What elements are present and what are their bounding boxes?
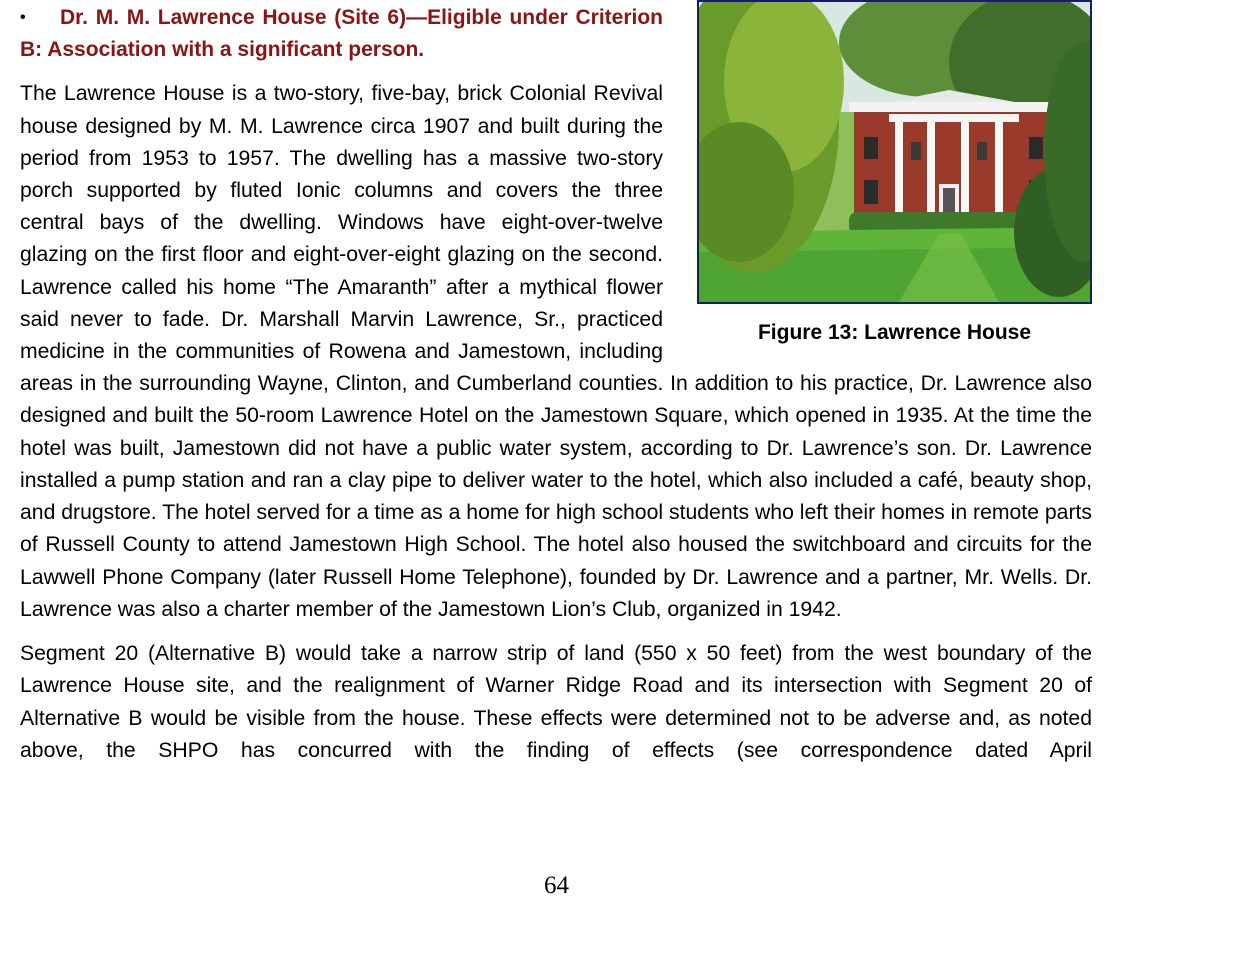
figure-lawrence-house <box>697 0 1092 345</box>
document-page <box>20 0 1092 768</box>
paragraph-lawrence-history: The Lawrence House is a two-story, five-bay, brick Colonial Revival house designed by M. M. Lawrence circa 1907 and built during the period from 1953 to 1957. The dwelling has a massive two-story porch supported by fluted Ionic columns and covers the three central bays of the dwelling. Windows have eight-over-twelve glazing on the first floor and eight-over-eight glazing on the second. Lawrence called his home “The Amaranth” after a mythical flower said never to fade. Dr. Marshall Marvin Lawrence, Sr., practiced medicine in the communities of Rowena and Jamestown, including areas in the surrounding Wayne, Clinton, and Cumberland counties. In addition to his practice, Dr. Lawrence also designed and built the 50-room Lawrence Hotel on the Jamestown Square, which opened in 1935. At the time the hotel was built, Jamestown did not have a public water system, according to Dr. Lawrence’s son. Dr. Lawrence installed a pump station and ran a clay pipe to deliver water to the hotel, which also included a café, beauty shop, and drugstore. The hotel served for a time as a home for high school students who left their homes in remote parts of Russell County to attend Jamestown High School. The hotel also housed the switchboard and circuits for the Lawwell Phone Company (later Russell Home Telephone), founded by Dr. Lawrence and a partner, Mr. Wells. Dr. Lawrence was also a charter member of the Jamestown Lion’s Club, organized in 1942. <box>20 82 1092 621</box>
page-number: 64 <box>544 872 569 899</box>
bullet-icon: • <box>20 9 26 27</box>
house-photo-illustration <box>699 2 1090 302</box>
paragraph-segment-20: Segment 20 (Alternative B) would take a narrow strip of land (550 x 50 feet) from the west boundary of the Lawrence House site, and the realignment of Warner Ridge Road and its intersection with Segment 20 of Alternative B would be visible from the house. These effects were determined not to be adverse and, as noted above, the SHPO has concurred with the finding of effects (see correspondence dated April <box>20 641 1092 763</box>
figure-caption: Figure 13: Lawrence House <box>757 321 1032 344</box>
section-heading-text: Dr. M. M. Lawrence House (Site 6)—Eligible under Criterion B: Association with a significant person. <box>20 6 663 62</box>
house-photo <box>697 0 1092 304</box>
